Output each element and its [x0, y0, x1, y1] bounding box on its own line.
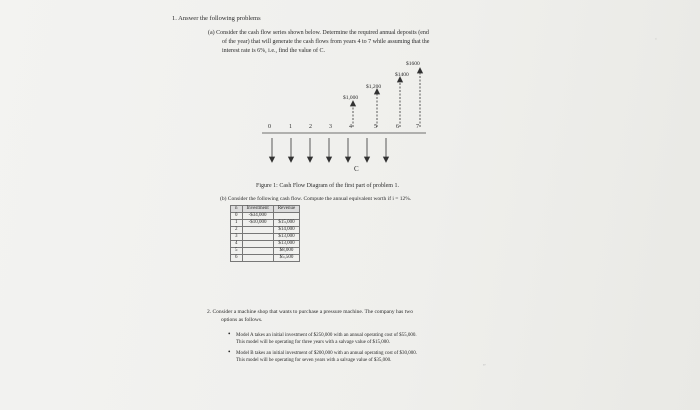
part-a-line-1: (a) Consider the cash flow series shown below. Determine the required annual deposits (end [208, 30, 429, 36]
table-cell: 6 [231, 255, 243, 262]
year-label: 1 [289, 124, 292, 130]
model-b-line-2: This model will be operating for seven years with a salvage value of $35,000. [236, 358, 392, 363]
year-label: 7 [416, 124, 419, 130]
table-header-row [231, 206, 300, 213]
stray-mark: ” [483, 364, 486, 370]
table-cell: 5 [231, 248, 243, 255]
table-cell: 0 [231, 213, 243, 220]
deposit-label: C [354, 165, 359, 173]
table-cell: $8,000 [273, 248, 300, 255]
inflow-label-year-7: $1600 [406, 61, 420, 67]
table-row [231, 255, 300, 262]
table-cell: $13,000 [273, 241, 300, 248]
table-cell [242, 234, 273, 241]
table-cell [242, 248, 273, 255]
table-row [231, 227, 300, 234]
table-cell: $5,500 [273, 255, 300, 262]
year-label: 3 [329, 124, 332, 130]
table-cell [242, 241, 273, 248]
year-label: 6 [396, 124, 399, 130]
table-cell: 4 [231, 241, 243, 248]
year-label: 0 [268, 124, 271, 130]
deposit-arrows [270, 138, 389, 162]
model-a-line-1: Model A takes an initial investment of $250,000 with an annual operating cost of $55,000. [236, 333, 417, 338]
part-a-line-2: of the year) that will generate the cash flows from years 4 to 7 while assuming that the [222, 39, 430, 45]
table-cell [242, 227, 273, 234]
table-row [231, 234, 300, 241]
stray-mark: ‘ [655, 38, 657, 44]
year-label: 5 [374, 124, 377, 130]
table-header: n [231, 206, 243, 213]
table-cell: 3 [231, 234, 243, 241]
problem-2-line-2: options as follows. [221, 317, 263, 323]
bullet-icon: • [228, 330, 231, 338]
year-label: 4 [349, 124, 352, 130]
table-cell: 2 [231, 227, 243, 234]
inflow-label-year-4: $1,000 [343, 95, 359, 101]
inflow-arrows [351, 68, 423, 127]
inflow-label-year-5: $1,200 [366, 84, 382, 90]
part-b-text: (b) Consider the following cash flow. Compute the annual equivalent worth if i = 12%. [220, 196, 412, 202]
cash-flow-table [230, 205, 300, 262]
table-row [231, 241, 300, 248]
table-cell: $13,000 [273, 234, 300, 241]
table-cell [242, 255, 273, 262]
model-a-line-2: This model will be operating for three years with a salvage value of $15,000. [236, 340, 390, 345]
table-header: Revenue [273, 206, 300, 213]
table-cell: -$10,000 [242, 220, 273, 227]
inflow-label-year-6: $1400 [395, 72, 409, 78]
model-b-line-1: Model B takes an initial investment of $200,000 with an annual operating cost of $30,000. [236, 351, 417, 356]
figure-caption: Figure 1: Cash Flow Diagram of the first part of problem 1. [256, 183, 399, 189]
table-row [231, 220, 300, 227]
table-cell: 1 [231, 220, 243, 227]
bullet-icon: • [228, 348, 231, 356]
problem-1-heading: 1. Answer the following problems [172, 15, 261, 22]
table-cell: $15,000 [273, 220, 300, 227]
part-a-line-3: interest rate is 6%, i.e., find the value of C. [222, 48, 325, 54]
year-label: 2 [309, 124, 312, 130]
problem-2-line-1: 2. Consider a machine shop that wants to purchase a pressure machine. The company has two [207, 309, 413, 315]
table-cell [273, 213, 300, 220]
table-row [231, 248, 300, 255]
table-header: Investment [242, 206, 273, 213]
table-cell: -$34,000 [242, 213, 273, 220]
table-cell: $14,000 [273, 227, 300, 234]
table-row [231, 213, 300, 220]
